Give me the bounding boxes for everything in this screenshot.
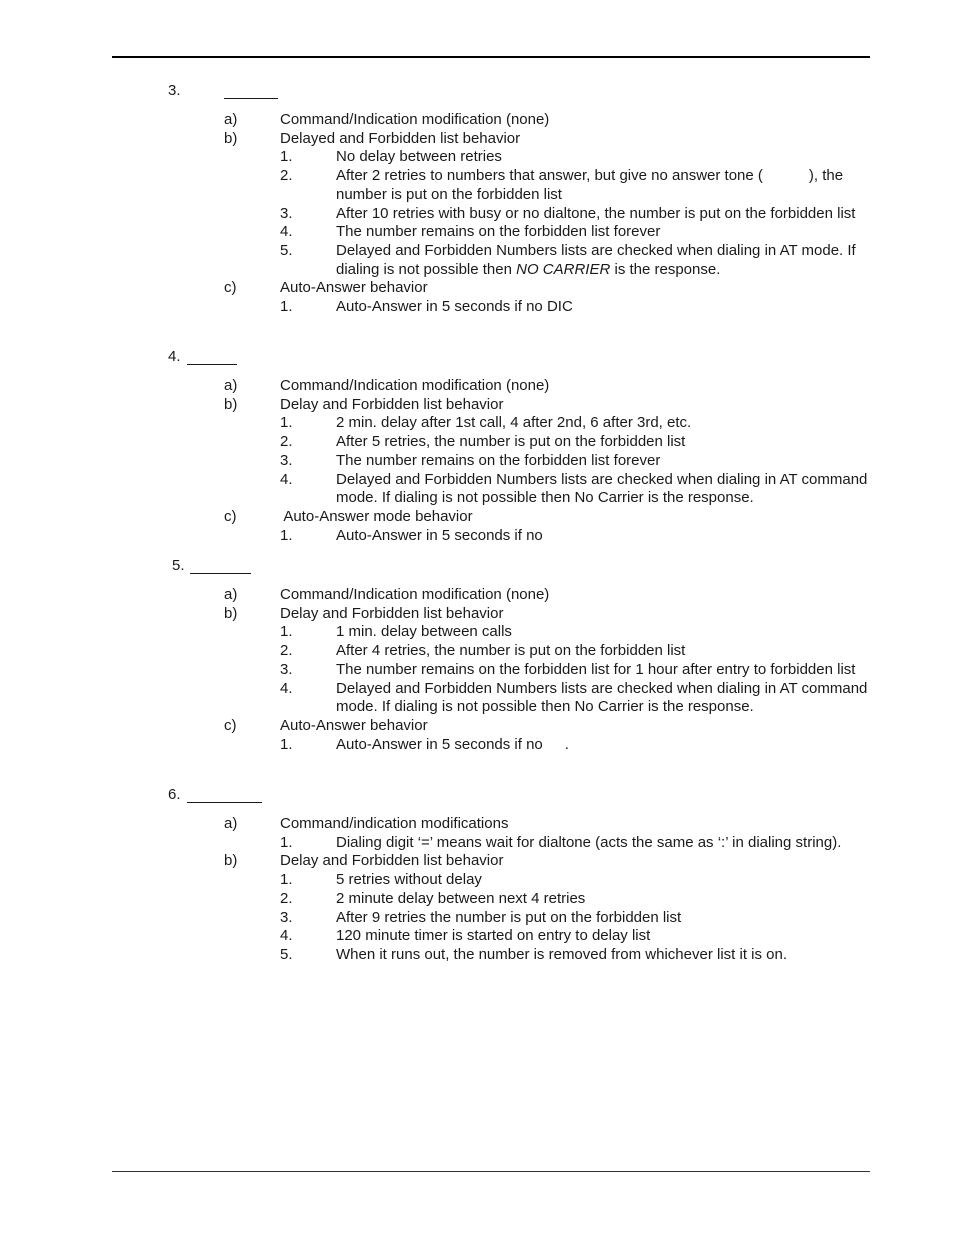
section-title-underline [187,786,262,803]
sub-item-label: 3. [280,660,293,678]
item-label: c) [224,507,237,525]
item-text: Delay and Forbidden list behavior [280,395,504,413]
text-segment: Auto-Answer in 5 seconds if no [336,735,543,753]
sub-item-label: 1. [280,623,293,641]
header-rule [112,56,870,58]
sub-list-item [0,661,954,680]
sub-item-text: 5 retries without delay [336,871,482,889]
sub-item-label: 1. [280,526,293,544]
sub-item-text: After 9 retries the number is put on the forbidden list [336,908,682,926]
sub-item-label: 3. [280,908,293,926]
sub-item-label: 5. [280,241,293,259]
text-segment: After 2 retries to numbers that answer, but give no answer tone ( [336,167,763,185]
sub-item-text: The number remains on the forbidden list forever [336,451,661,469]
sub-item-text: 1 min. delay between calls [336,623,512,641]
sub-item-label: 2. [280,167,293,185]
emphasized-text: NO CARRIER [516,260,611,278]
section-title-underline [224,82,278,99]
sub-list-item [0,642,954,661]
item-text: Delayed and Forbidden list behavior [280,129,521,147]
list-item [0,396,954,415]
section-heading [0,82,954,100]
sub-item-text: After 10 retries with busy or no dialtone, the number is put on the forbidden list [336,204,856,222]
item-label: c) [224,279,237,297]
sub-list-item [0,433,954,452]
item-text: Command/Indication modification (none) [280,111,550,128]
item-label: a) [224,815,238,832]
sub-list-item [0,471,954,508]
sub-list-item [0,527,954,546]
sub-item-text: 120 minute timer is started on entry to delay list [336,927,651,945]
list-item [0,111,954,130]
sub-list-item [0,871,954,890]
sub-item-label: 1. [280,414,293,432]
item-text: Command/indication modifications [280,815,509,832]
section-items [0,111,954,317]
sub-item-text: 2 minute delay between next 4 retries [336,889,586,907]
sub-item-text [336,736,870,755]
section-number: 3. [168,82,181,99]
list-item [0,279,954,298]
sub-item-label: 4. [280,927,293,945]
sub-item-text: The number remains on the forbidden list forever [336,223,661,241]
list-item [0,717,954,736]
item-text: Delay and Forbidden list behavior [280,852,504,870]
sub-item-label: 1. [280,833,293,851]
sub-list-item [0,623,954,642]
item-label: a) [224,586,238,603]
item-label: b) [224,395,238,413]
section-3 [0,82,954,317]
sub-item-label: 1. [280,735,293,753]
sub-item-label: 1. [280,298,293,316]
sub-item-text: The number remains on the forbidden list for 1 hour after entry to forbidden list [336,660,856,678]
sub-item-label: 2. [280,889,293,907]
section-title-underline [187,348,237,365]
list-item [0,130,954,149]
text-segment: is the response. [610,260,721,278]
sub-item-label: 5. [280,945,293,963]
sub-item-text: Dialing digit ‘=’ means wait for dialtone (acts the same as ‘:’ in dialing string). [336,833,842,851]
item-label: b) [224,604,238,622]
sub-item-label: 4. [280,470,293,488]
list-item [0,852,954,871]
section-items [0,377,954,545]
sub-item-text [336,242,870,279]
sub-item-label: 3. [280,204,293,222]
section-items [0,815,954,965]
list-item [0,815,954,834]
sub-item-text: Auto-Answer in 5 seconds if no DIC [336,298,573,316]
sub-item-label: 1. [280,871,293,889]
section-title-underline [190,557,251,574]
item-label: a) [224,377,238,394]
sub-list-item [0,680,954,717]
item-text: Auto-Answer mode behavior [280,507,473,525]
sub-item-label: 2. [280,642,293,660]
sub-item-text: 2 min. delay after 1st call, 4 after 2nd, 6 after 3rd, etc. [336,414,692,432]
sub-item-text: After 5 retries, the number is put on the forbidden list [336,433,686,451]
sub-list-item [0,927,954,946]
sub-list-item [0,890,954,909]
item-text: Command/Indication modification (none) [280,377,550,394]
text-segment: Delayed and Forbidden Numbers lists are checked when dialing in AT mode. If dialing is not possible then [336,241,856,278]
item-text: Command/Indication modification (none) [280,586,550,603]
section-heading [0,557,954,575]
list-item [0,377,954,396]
section-number: 4. [168,348,181,365]
sub-list-item [0,223,954,242]
sub-list-item [0,205,954,224]
section-6 [0,786,954,965]
section-items [0,586,954,754]
sub-item-text [336,167,870,204]
sub-item-text: Delayed and Forbidden Numbers lists are checked when dialing in AT command mode. If dialing is not possible then No Carrier is the response. [336,470,868,507]
text-segment: ), the number is put on the forbidden list [336,167,844,203]
item-label: b) [224,852,238,870]
sub-item-text: No delay between retries [336,148,502,166]
list-item [0,508,954,527]
list-item [0,605,954,624]
sub-item-text: Auto-Answer in 5 seconds if no [336,526,543,544]
item-text: Auto-Answer behavior [280,716,428,734]
footer-rule [112,1171,870,1172]
item-text: Auto-Answer behavior [280,279,428,297]
item-label: c) [224,716,237,734]
sub-list-item [0,834,954,853]
section-number: 6. [168,786,181,803]
sub-list-item [0,298,954,317]
text-segment: . [564,735,569,753]
sub-item-label: 3. [280,451,293,469]
section-heading [0,786,954,804]
sub-item-label: 4. [280,223,293,241]
item-label: b) [224,129,238,147]
sub-item-label: 4. [280,679,293,697]
item-label: a) [224,111,238,128]
sub-list-item [0,946,954,965]
sub-list-item [0,452,954,471]
sub-list-item [0,909,954,928]
sub-list-item [0,242,954,279]
sub-list-item [0,736,954,755]
sub-item-label: 1. [280,148,293,166]
sub-list-item [0,148,954,167]
sub-item-label: 2. [280,433,293,451]
section-4 [0,348,954,545]
sub-item-text: Delayed and Forbidden Numbers lists are checked when dialing in AT command mode. If dialing is not possible then No Carrier is the response. [336,679,868,716]
section-heading [0,348,954,366]
sub-item-text: When it runs out, the number is removed from whichever list it is on. [336,945,788,963]
item-text: Delay and Forbidden list behavior [280,604,504,622]
section-number: 5. [172,557,185,574]
section-5 [0,557,954,754]
sub-item-text: After 4 retries, the number is put on the forbidden list [336,642,686,660]
sub-list-item [0,414,954,433]
sub-list-item [0,167,954,204]
list-item [0,586,954,605]
